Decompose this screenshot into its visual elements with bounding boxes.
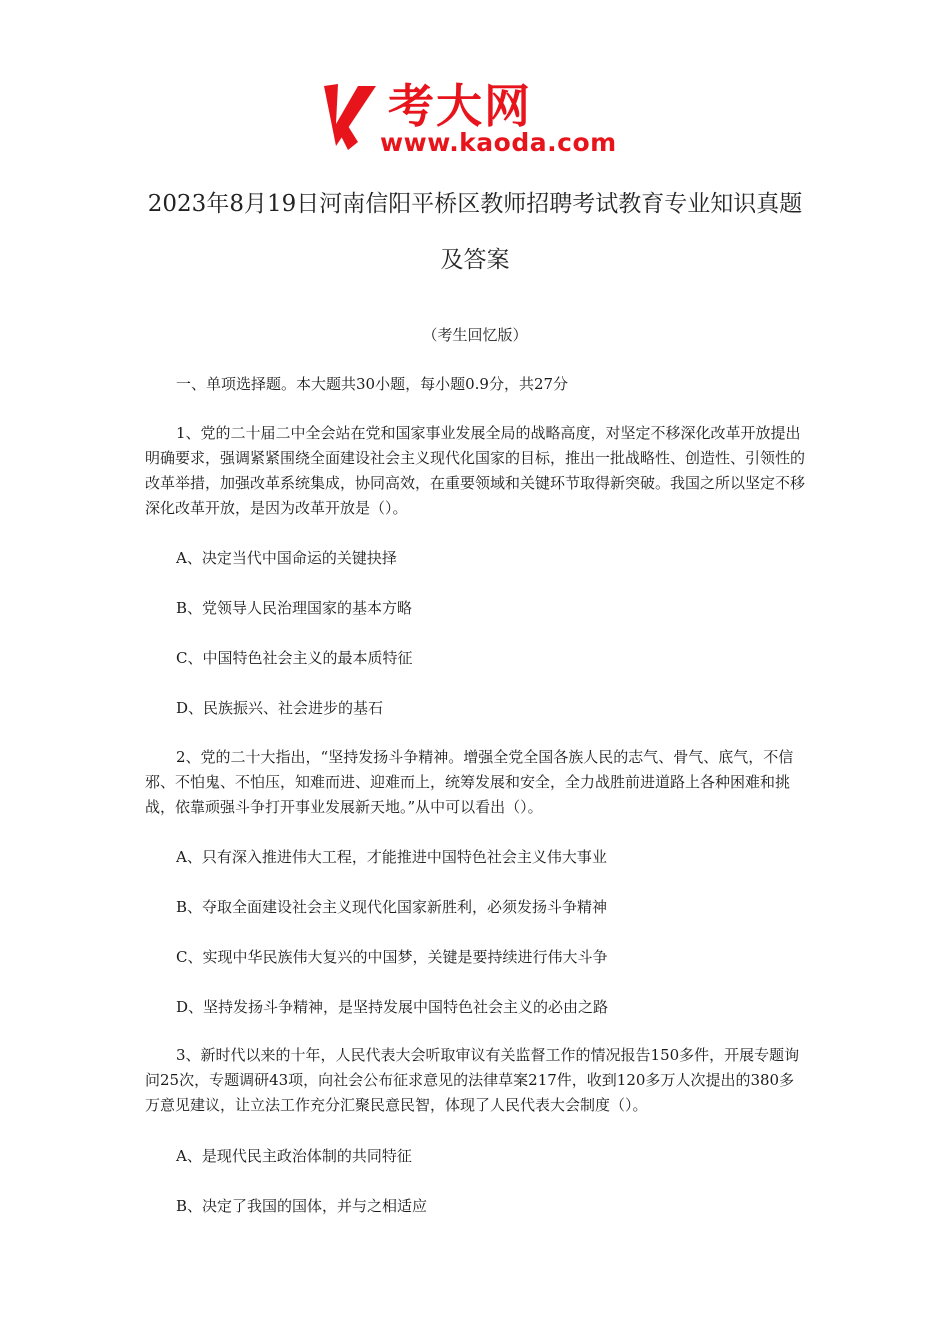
option-b: B、党领导人民治理国家的基本方略 <box>176 599 413 617</box>
option-c: C、中国特色社会主义的最本质特征 <box>176 649 413 667</box>
question-stem: 2、党的二十大指出，“坚持发扬斗争精神。增强全党全国各族人民的志气、骨气、底气，不信邪、不怕鬼、不怕压，知难而进、迎难而上，统筹发展和安全，全力战胜前进道路上各种困难和挑战，依靠顽强斗争打开事业发展新天地。”从中可以看出（）。 <box>145 748 794 816</box>
question-stem: 3、新时代以来的十年，人民代表大会听取审议有关监督工作的情况报告150多件，开展专题询问25次，专题调研43项，向社会公布征求意见的法律草案217件，收到120多万人次提出的380多万意见建议，让立法工作充分汇聚民意民智，体现了人民代表大会制度（）。 <box>145 1046 800 1114</box>
option-b: B、夺取全面建设社会主义现代化国家新胜利，必须发扬斗争精神 <box>176 898 608 916</box>
document-title: 2023年8月19日河南信阳平桥区教师招聘考试教育专业知识真题及答案 <box>147 191 803 273</box>
option-b: B、决定了我国的国体，并与之相适应 <box>176 1197 428 1215</box>
option-d: D、民族振兴、社会进步的基石 <box>176 699 384 717</box>
question-stem: 1、党的二十届二中全会站在党和国家事业发展全局的战略高度，对坚定不移深化改革开放提出明确要求，强调紧紧围绕全面建设社会主义现代化国家的目标，推出一批战略性、创造性、引领性的改革举措，加强改革系统集成，协同高效，在重要领域和关键环节取得新突破。我国之所以坚定不移深化改革开放，是因为改革开放是（）。 <box>145 424 806 517</box>
section-heading: 一、单项选择题。本大题共30小题，每小题0.9分，共27分 <box>176 375 569 393</box>
kaoda-logo <box>318 80 648 160</box>
k-logo-icon <box>318 80 382 156</box>
option-c: C、实现中华民族伟大复兴的中国梦，关键是要持续进行伟大斗争 <box>176 948 608 966</box>
option-a: A、是现代民主政治体制的共同特征 <box>176 1147 412 1165</box>
logo-url-text: www.kaoda.com <box>380 128 617 157</box>
option-d: D、坚持发扬斗争精神，是坚持发展中国特色社会主义的必由之路 <box>176 998 609 1016</box>
option-a: A、决定当代中国命运的关键抉择 <box>176 549 397 567</box>
document-subtitle: （考生回忆版） <box>422 326 528 344</box>
option-a: A、只有深入推进伟大工程，才能推进中国特色社会主义伟大事业 <box>176 848 607 866</box>
logo-brand-text: 考大网 <box>388 79 532 133</box>
